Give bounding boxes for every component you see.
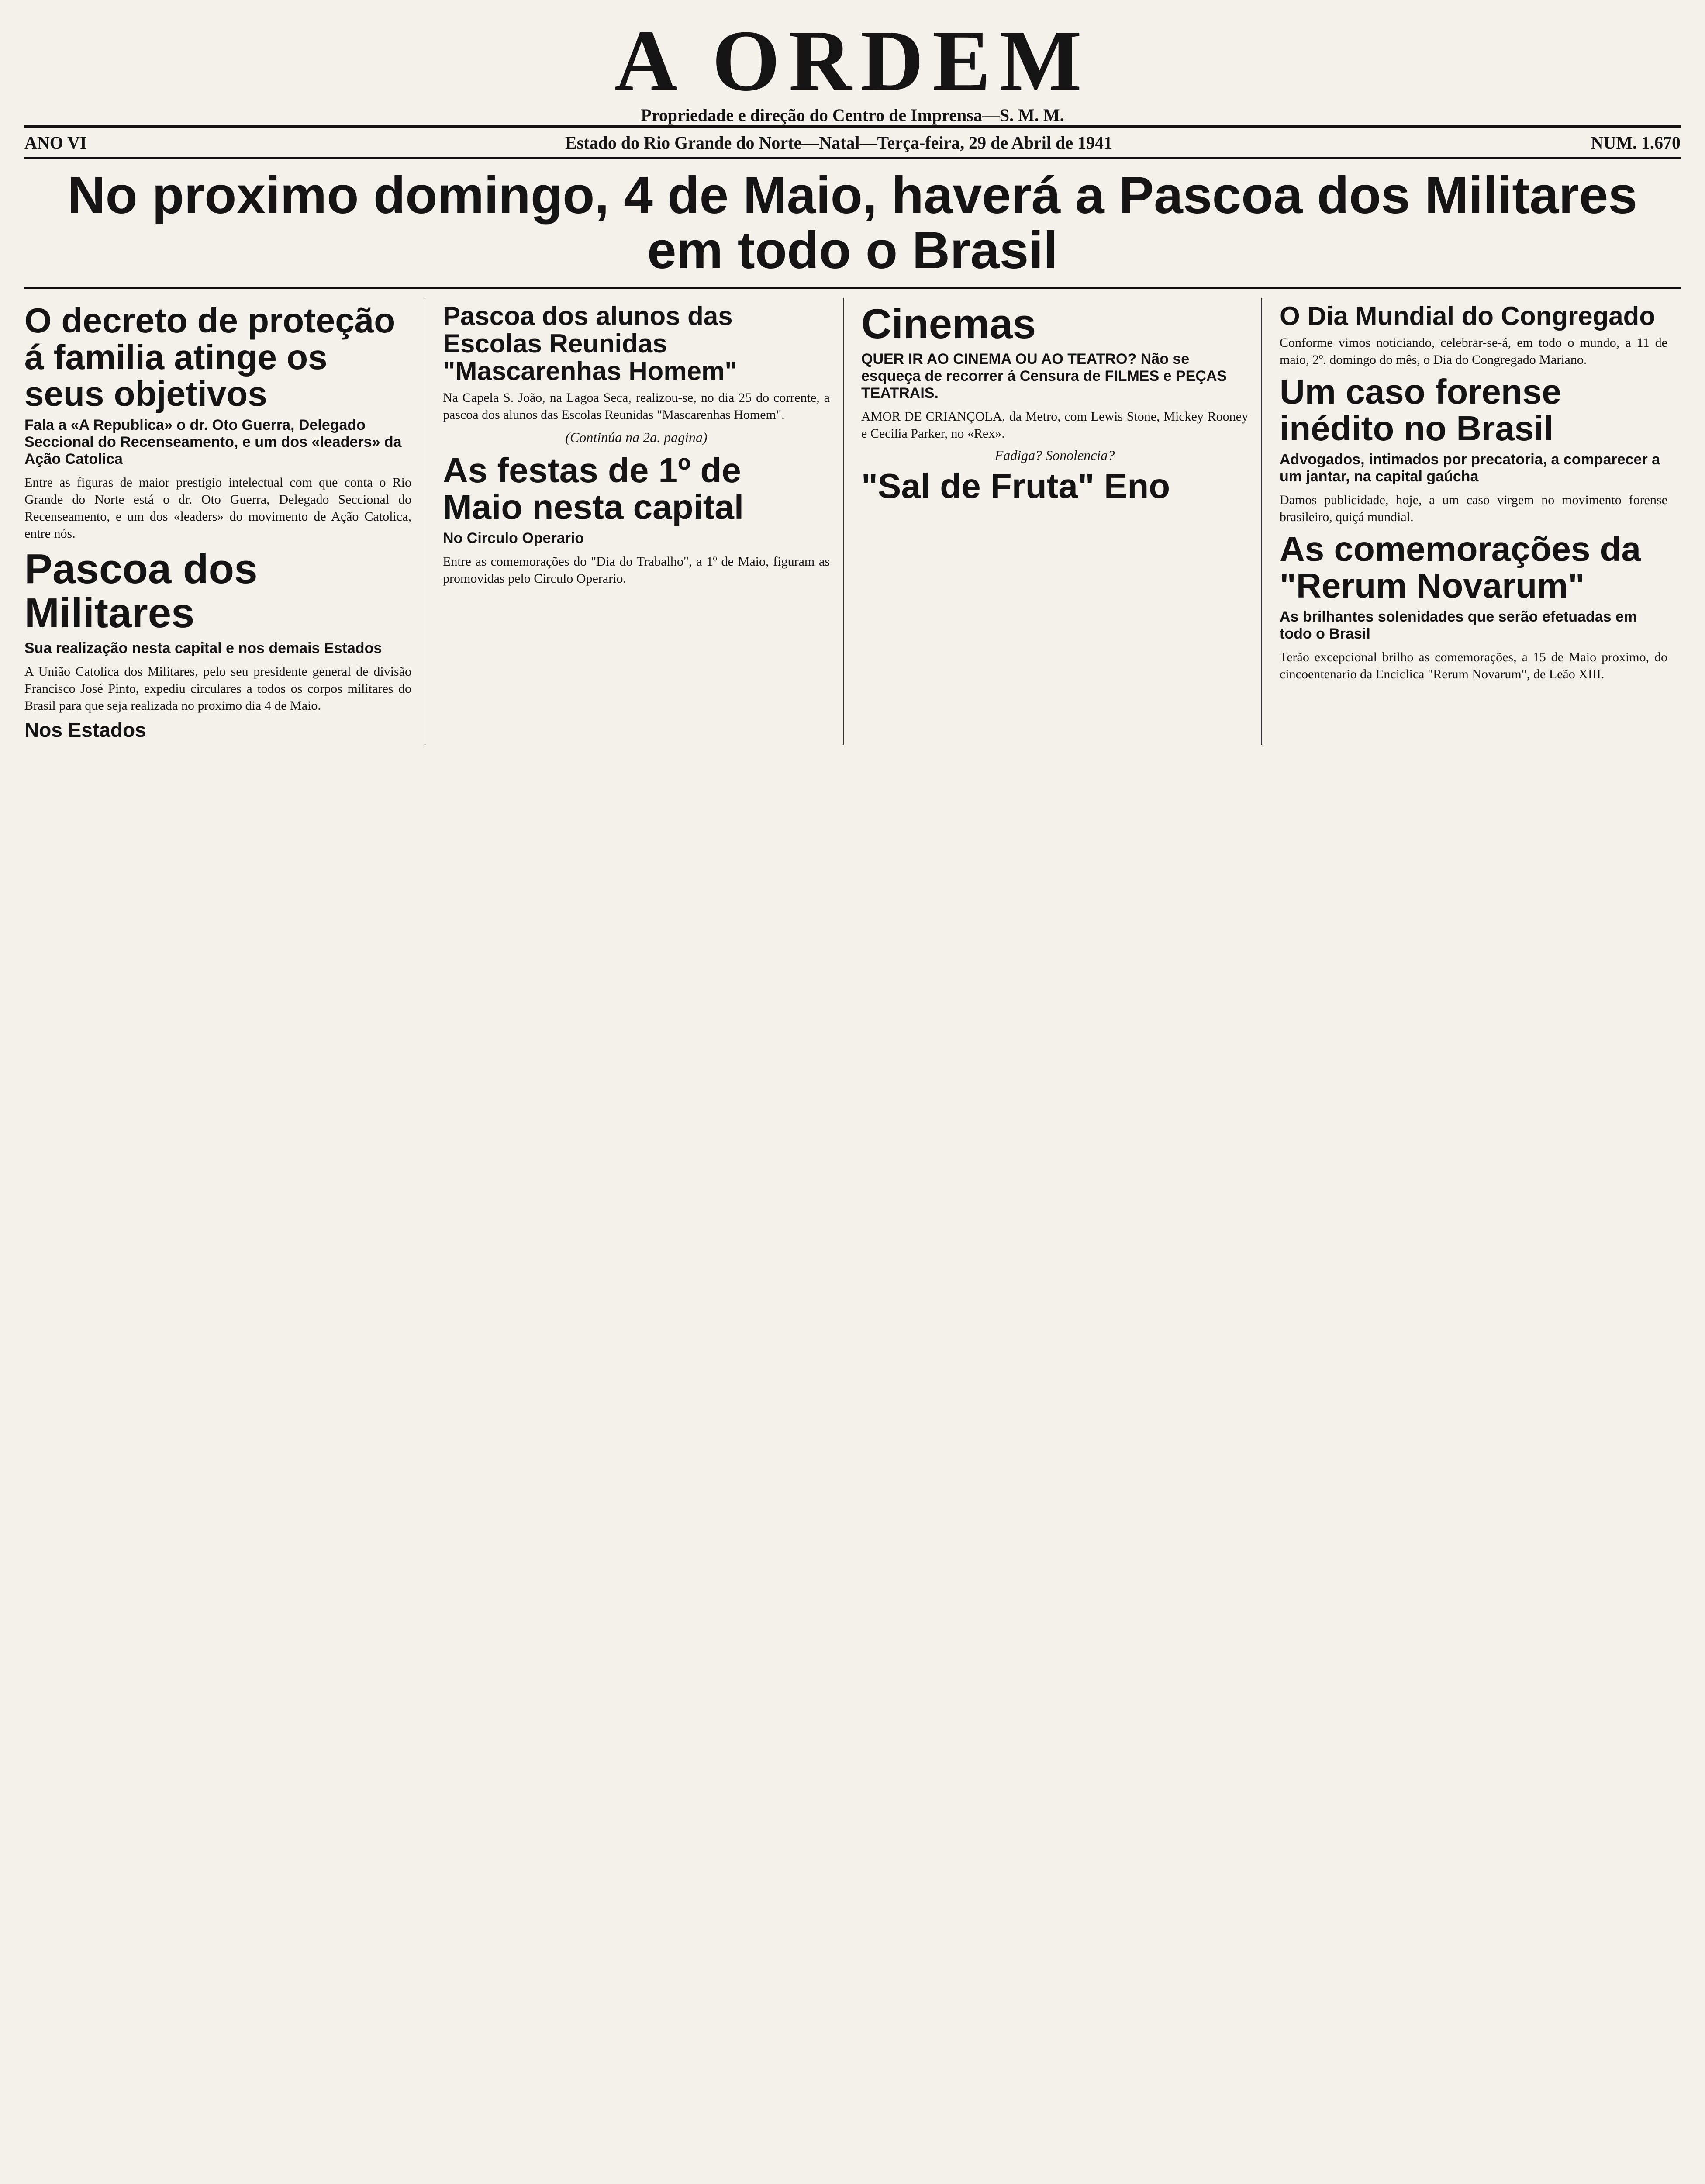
pascoa-alunos-headline: Pascoa dos alunos das Escolas Reunidas "Mascarenhas Homem" [443,301,737,386]
article-columns [24,289,1681,745]
column-1 [24,298,425,745]
column-2 [443,298,844,745]
primeiro-maio-headline: As festas de 1º de Maio nesta capital [443,450,744,526]
caso-forense-deck: Advogados, intimados por precatoria, a comparecer a um jantar, na capital gaúcha [1280,451,1660,485]
year: ANO VI [24,133,87,152]
column-4 [1280,298,1681,745]
cinemas-body: AMOR DE CRIANÇOLA, da Metro, com Lewis Stone, Mickey Rooney e Cecilia Parker, no «Rex». [861,409,1248,441]
rerum-novarum-deck: As brilhantes solenidades que serão efetuadas em todo o Brasil [1280,608,1637,642]
caso-forense-headline: Um caso forense inédito no Brasil [1280,372,1561,448]
familia-headline: O decreto de proteção á familia atinge os seus objetivos [24,301,396,413]
rerum-novarum-body: Terão excepcional brilho as comemorações, a 15 de Maio proximo, do cincoentenario da Enciclica "Rerum Novarum", de Leão XIII. [1280,650,1667,681]
cinemas-headline: Cinemas [861,301,1036,347]
place-date: Estado do Rio Grande do Norte—Natal—Terça-feira, 29 de Abril de 1941 [565,133,1112,152]
continued-note: (Continúa na 2a. pagina) [565,429,708,445]
issue-number: NUM. 1.670 [1591,133,1681,152]
column-3 [861,298,1262,745]
caso-forense-body: Damos publicidade, hoje, a um caso virgem no movimento forense brasileiro, quiçá mundial. [1280,493,1667,524]
cinemas-deck: QUER IR AO CINEMA OU AO TEATRO? Não se esqueça de recorrer á Censura de FILMES e PEÇAS TEATRAIS. [861,350,1227,401]
familia-body: Entre as figuras de maior prestigio intelectual com que conta o Rio Grande do Norte está o dr. Oto Guerra, Delegado Seccional do Recenseamento, e um dos «leaders» do movimento de Ação Catolica, entre nós. [24,475,411,541]
pascoa-alunos-body: Na Capela S. João, na Lagoa Seca, realizou-se, no dia 25 do corrente, a pascoa dos alunos das Escolas Reunidas "Mascarenhas Homem". [443,390,830,422]
pascoa-militares-headline: Pascoa dos Militares [24,546,258,636]
dia-mundial-body: Conforme vimos noticiando, celebrar-se-á, em todo o mundo, a 11 de maio, 2º. domingo do mês, o Dia do Congregado Mariano. [1280,335,1667,367]
primeiro-maio-deck: No Circulo Operario [443,529,584,546]
dateline [24,128,1681,159]
banner-headline: No proximo domingo, 4 de Maio, haverá a Pascoa dos Militares em todo o Brasil [24,159,1681,289]
pascoa-militares-deck: Sua realização nesta capital e nos demais Estados [24,639,382,657]
dia-mundial-headline: O Dia Mundial do Congregado [1280,301,1655,331]
sal-de-fruta-headline: "Sal de Fruta" Eno [861,466,1170,505]
nos-estados-heading: Nos Estados [24,718,146,741]
masthead-subtitle: Propriedade e direção do Centro de Imprensa—S. M. M. [641,105,1064,125]
pascoa-militares-body: A União Catolica dos Militares, pelo seu presidente general de divisão Francisco José Pinto, expediu circulares a todos os corpos militares do Brasil para que seja realizada no proximo dia 4 de Maio. [24,664,411,713]
masthead [24,13,1681,128]
sal-de-fruta-kicker: Fadiga? Sonolencia? [994,447,1115,463]
familia-deck: Fala a «A Republica» o dr. Oto Guerra, Delegado Seccional do Recenseamento, e um dos «leaders» da Ação Catolica [24,417,402,467]
masthead-title: A ORDEM [614,13,1091,109]
rerum-novarum-headline: As comemorações da "Rerum Novarum" [1280,529,1641,605]
primeiro-maio-body: Entre as comemorações do "Dia do Trabalho", a 1º de Maio, figuram as promovidas pelo Circulo Operario. [443,554,830,586]
